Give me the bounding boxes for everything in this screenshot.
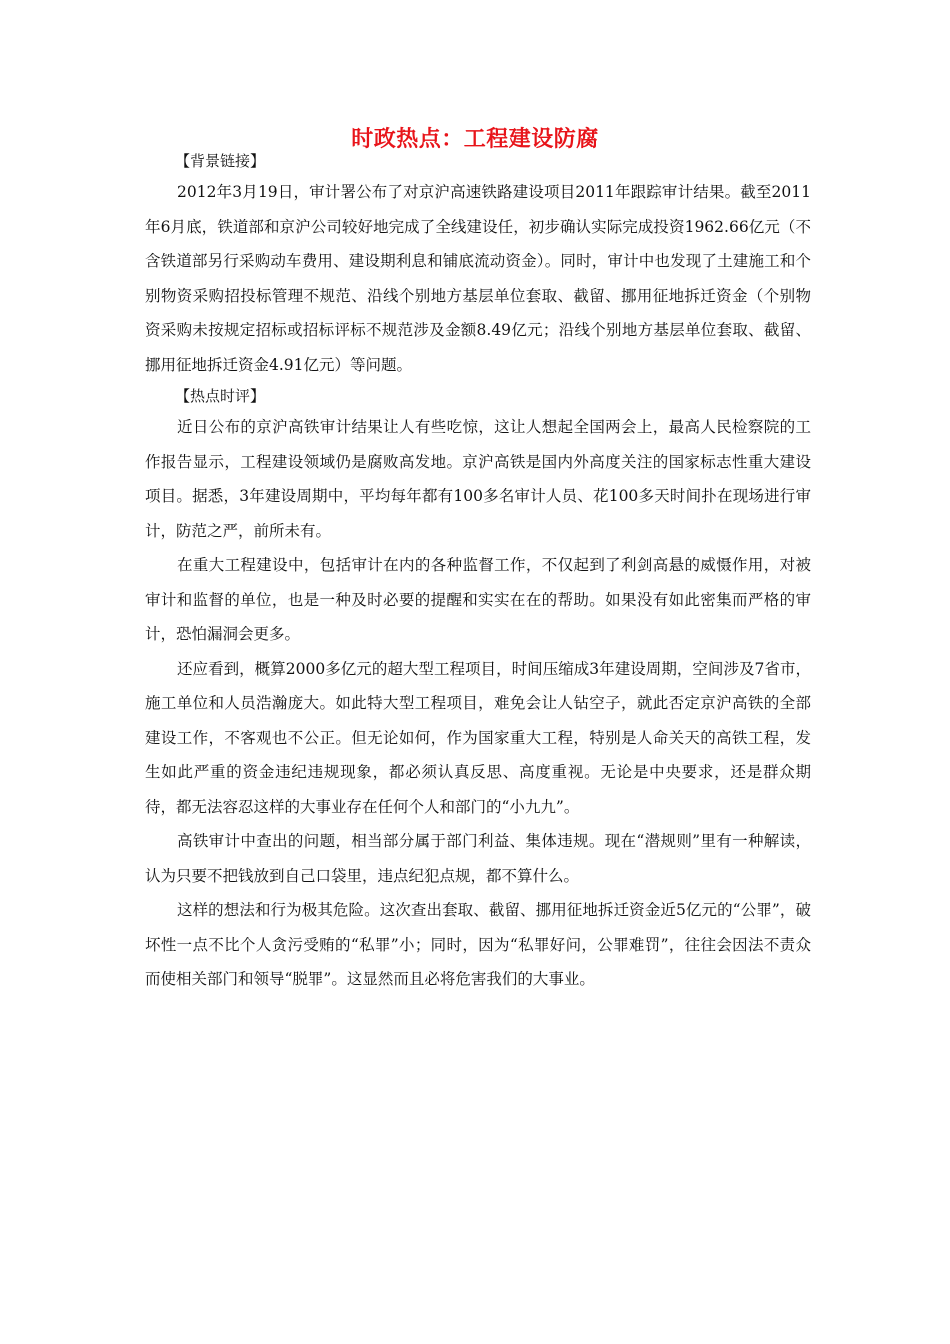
- page-title: 时政热点：工程建设防腐: [351, 127, 599, 152]
- paragraph: 2012年3月19日，审计署公布了对京沪高速铁路建设项目2011年跟踪审计结果。截至2011年6月底，铁道部和京沪公司较好地完成了全线建设任，初步确认实际完成投资1962.66亿元（不含铁道部另行采购动车费用、建设期利息和铺底流动资金）。同时，审计中也发现了土建施工和个别物资采购招投标管理不规范、沿线个别地方基层单位套取、截留、挪用征地拆迁资金（个别物资采购未按规定招标或招标评标不规范涉及金额8.49亿元；沿线个别地方基层单位套取、截留、挪用征地拆迁资金4.91亿元）等问题。: [145, 183, 811, 374]
- paragraph: 还应看到，概算2000多亿元的超大型工程项目，时间压缩成3年建设周期，空间涉及7省市，施工单位和人员浩瀚庞大。如此特大型工程项目，难免会让人钻空子，就此否定京沪高铁的全部建设工作，不客观也不公正。但无论如何，作为国家重大工程，特别是人命关天的高铁工程，发生如此严重的资金违纪违规现象，都必须认真反思、高度重视。无论是中央要求，还是群众期待，都无法容忍这样的大事业存在任何个人和部门的“小九九”。: [145, 659, 811, 816]
- paragraph: 高铁审计中查出的问题，相当部分属于部门利益、集体违规。现在“潜规则”里有一种解读，认为只要不把钱放到自己口袋里，违点纪犯点规，都不算什么。: [145, 832, 811, 885]
- section-heading-background: 【背景链接】: [175, 152, 266, 170]
- paragraph: 在重大工程建设中，包括审计在内的各种监督工作，不仅起到了利剑高悬的威慑作用，对被审计和监督的单位，也是一种及时必要的提醒和实实在在的帮助。如果没有如此密集而严格的审计，恐怕漏洞会更多。: [145, 556, 811, 643]
- document-body: [145, 150, 811, 997]
- paragraph: 这样的想法和行为极其危险。这次查出套取、截留、挪用征地拆迁资金近5亿元的“公罪”，破坏性一点不比个人贪污受贿的“私罪”小；同时，因为“私罪好问，公罪难罚”，往往会因法不责众而使相关部门和领导“脱罪”。这显然而且必将危害我们的大事业。: [145, 901, 811, 988]
- section-heading-commentary: 【热点时评】: [175, 387, 266, 405]
- paragraph: 近日公布的京沪高铁审计结果让人有些吃惊，这让人想起全国两会上，最高人民检察院的工作报告显示，工程建设领域仍是腐败高发地。京沪高铁是国内外高度关注的国家标志性重大建设项目。据悉，3年建设周期中，平均每年都有100多名审计人员、花100多天时间扑在现场进行审计，防范之严，前所未有。: [145, 418, 811, 540]
